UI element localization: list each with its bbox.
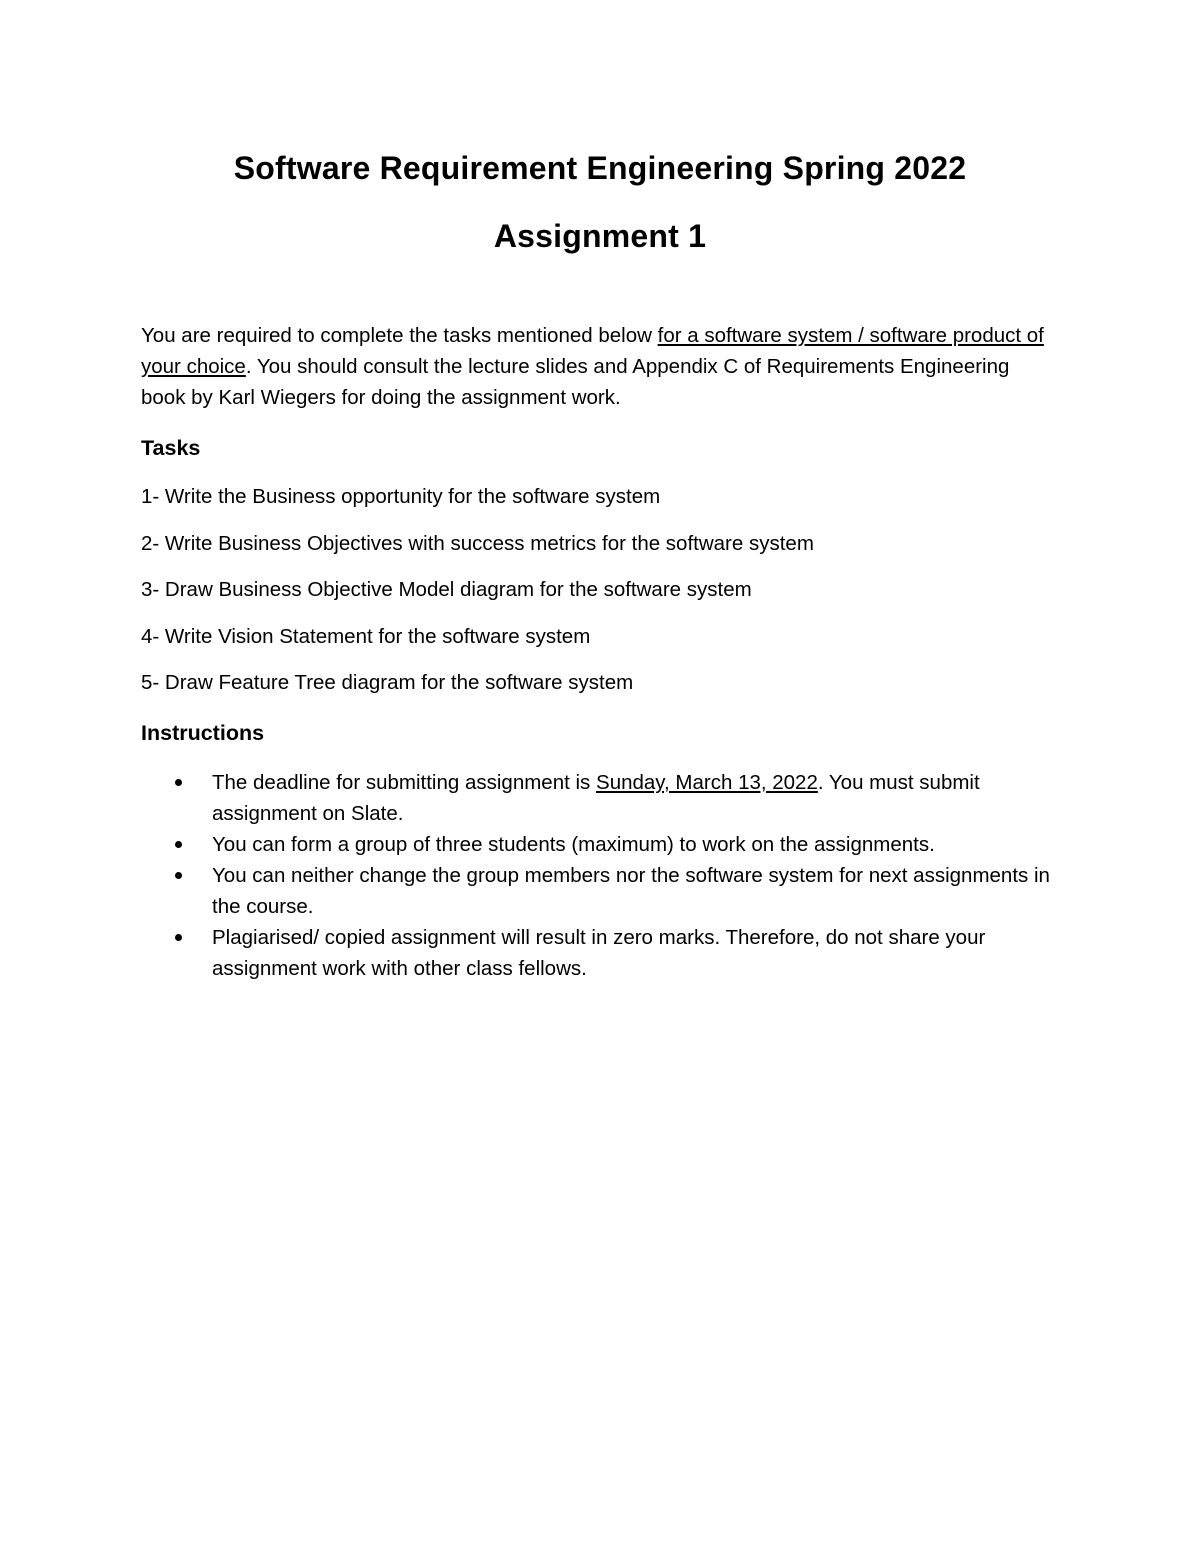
deadline-date: Sunday, March 13, 2022 (596, 771, 818, 794)
bullet-icon (175, 779, 182, 786)
document-title: Software Requirement Engineering Spring 2022 (233, 150, 967, 186)
instruction-deadline-start: The deadline for submitting assignment is (212, 771, 597, 794)
task-item: 1- Write the Business opportunity for the software system (141, 485, 661, 508)
task-item: 2- Write Business Objectives with success metrics for the software system (141, 532, 814, 555)
instruction-group-text: You can form a group of three students (maximum) to work on the assignments. (212, 833, 935, 856)
bullet-icon (175, 934, 182, 941)
bullet-icon (175, 872, 182, 879)
instruction-item-plagiarism (170, 922, 1050, 984)
instruction-item-deadline (170, 767, 1050, 829)
instructions-list (170, 767, 1050, 984)
instruction-item-group (170, 829, 1050, 860)
task-item: 5- Draw Feature Tree diagram for the software system (141, 671, 634, 694)
intro-text-start: You are required to complete the tasks mentioned below (141, 324, 658, 347)
instruction-deadline-end: . You must submit assignment on Slate. (212, 771, 980, 825)
intro-paragraph (141, 320, 1051, 413)
task-item: 4- Write Vision Statement for the software system (141, 625, 591, 648)
intro-underlined-text: for a software system / software product of your choice (141, 324, 1044, 378)
task-item: 3- Draw Business Objective Model diagram for the software system (141, 578, 752, 601)
intro-text-end: . You should consult the lecture slides and Appendix C of Requirements Engineering book by Karl Wiegers for doing the assignment work. (141, 355, 1010, 409)
document-subtitle: Assignment 1 (493, 218, 707, 254)
bullet-icon (175, 841, 182, 848)
tasks-heading: Tasks (141, 436, 201, 460)
instruction-item-no-change (170, 860, 1050, 922)
instructions-heading: Instructions (141, 721, 265, 745)
instruction-plagiarism-text: Plagiarised/ copied assignment will result in zero marks. Therefore, do not share your assignment work with other class fellows. (212, 926, 986, 980)
instruction-no-change-text: You can neither change the group members nor the software system for next assignments in the course. (212, 864, 1050, 918)
